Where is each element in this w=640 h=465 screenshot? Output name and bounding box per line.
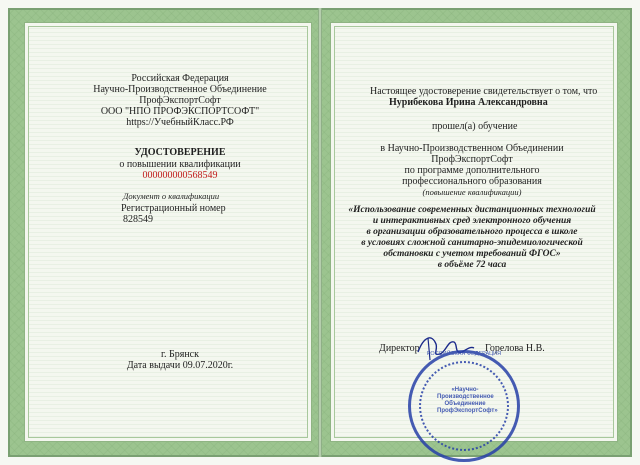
org-website: https://УчебныйКласс.РФ: [126, 117, 234, 128]
registration-label: Регистрационный номер: [121, 203, 226, 214]
course-title-line2: и интерактивных сред электронного обучения: [372, 216, 572, 226]
certificate-intro: Настоящее удостоверение свидетельствует о том, что: [370, 86, 598, 97]
center-fold: [318, 8, 322, 457]
course-title-line4: в условиях сложной санитарно-эпидемиологической: [361, 238, 583, 248]
stamp-line2: Производственное: [437, 394, 494, 400]
document-number: 000000000568549: [142, 170, 218, 181]
stamp-line3: Объединение: [444, 401, 486, 407]
document-type-note: Документ о квалификации: [123, 191, 220, 201]
document-subtitle: о повышении квалификации: [119, 159, 241, 170]
course-title-line1: «Использование современных дистанционных технологий: [348, 205, 596, 215]
course-title-line3: в организации образовательного процесса в школе: [366, 227, 578, 237]
registration-number: 828549: [123, 214, 153, 225]
director-name: Горелова Н.В.: [485, 343, 545, 354]
org-legal-name: ООО "НПО ПРОФЭКСПОРТСОФТ": [100, 106, 260, 117]
stamp-center-text: [437, 387, 498, 415]
course-title-line5: обстановки с учетом требований ФГОС»: [383, 249, 561, 259]
training-passed: прошел(а) обучение: [432, 121, 518, 132]
director-label: Директор: [379, 343, 420, 354]
organization-stamp: [408, 350, 520, 462]
program-line2: профессионального образования: [402, 176, 542, 187]
document-title: УДОСТОВЕРЕНИЕ: [134, 147, 226, 158]
country-label: Российская Федерация: [131, 73, 229, 84]
training-org-line1: в Научно-Производственном Объединении: [380, 143, 564, 154]
recipient-name: Нурибекова Ирина Александровна: [389, 97, 548, 108]
training-org-line2: ПрофЭкспортСофт: [431, 154, 513, 165]
org-name-line2: ПрофЭкспортСофт: [139, 95, 221, 106]
program-note: (повышение квалификации): [422, 187, 522, 197]
stamp-line1: «Научно-: [451, 387, 479, 393]
stamp-ring-text: РОССИЙСКАЯ ФЕДЕРАЦИЯ: [426, 351, 502, 357]
course-hours: в объёме 72 часа: [437, 260, 507, 270]
city-label: г. Брянск: [161, 349, 199, 360]
program-line1: по программе дополнительного: [404, 165, 540, 176]
issue-date: Дата выдачи 09.07.2020г.: [126, 360, 234, 371]
org-name-line1: Научно-Производственное Объединение: [93, 84, 267, 95]
stamp-line4: ПрофЭкспортСофт»: [437, 408, 498, 414]
